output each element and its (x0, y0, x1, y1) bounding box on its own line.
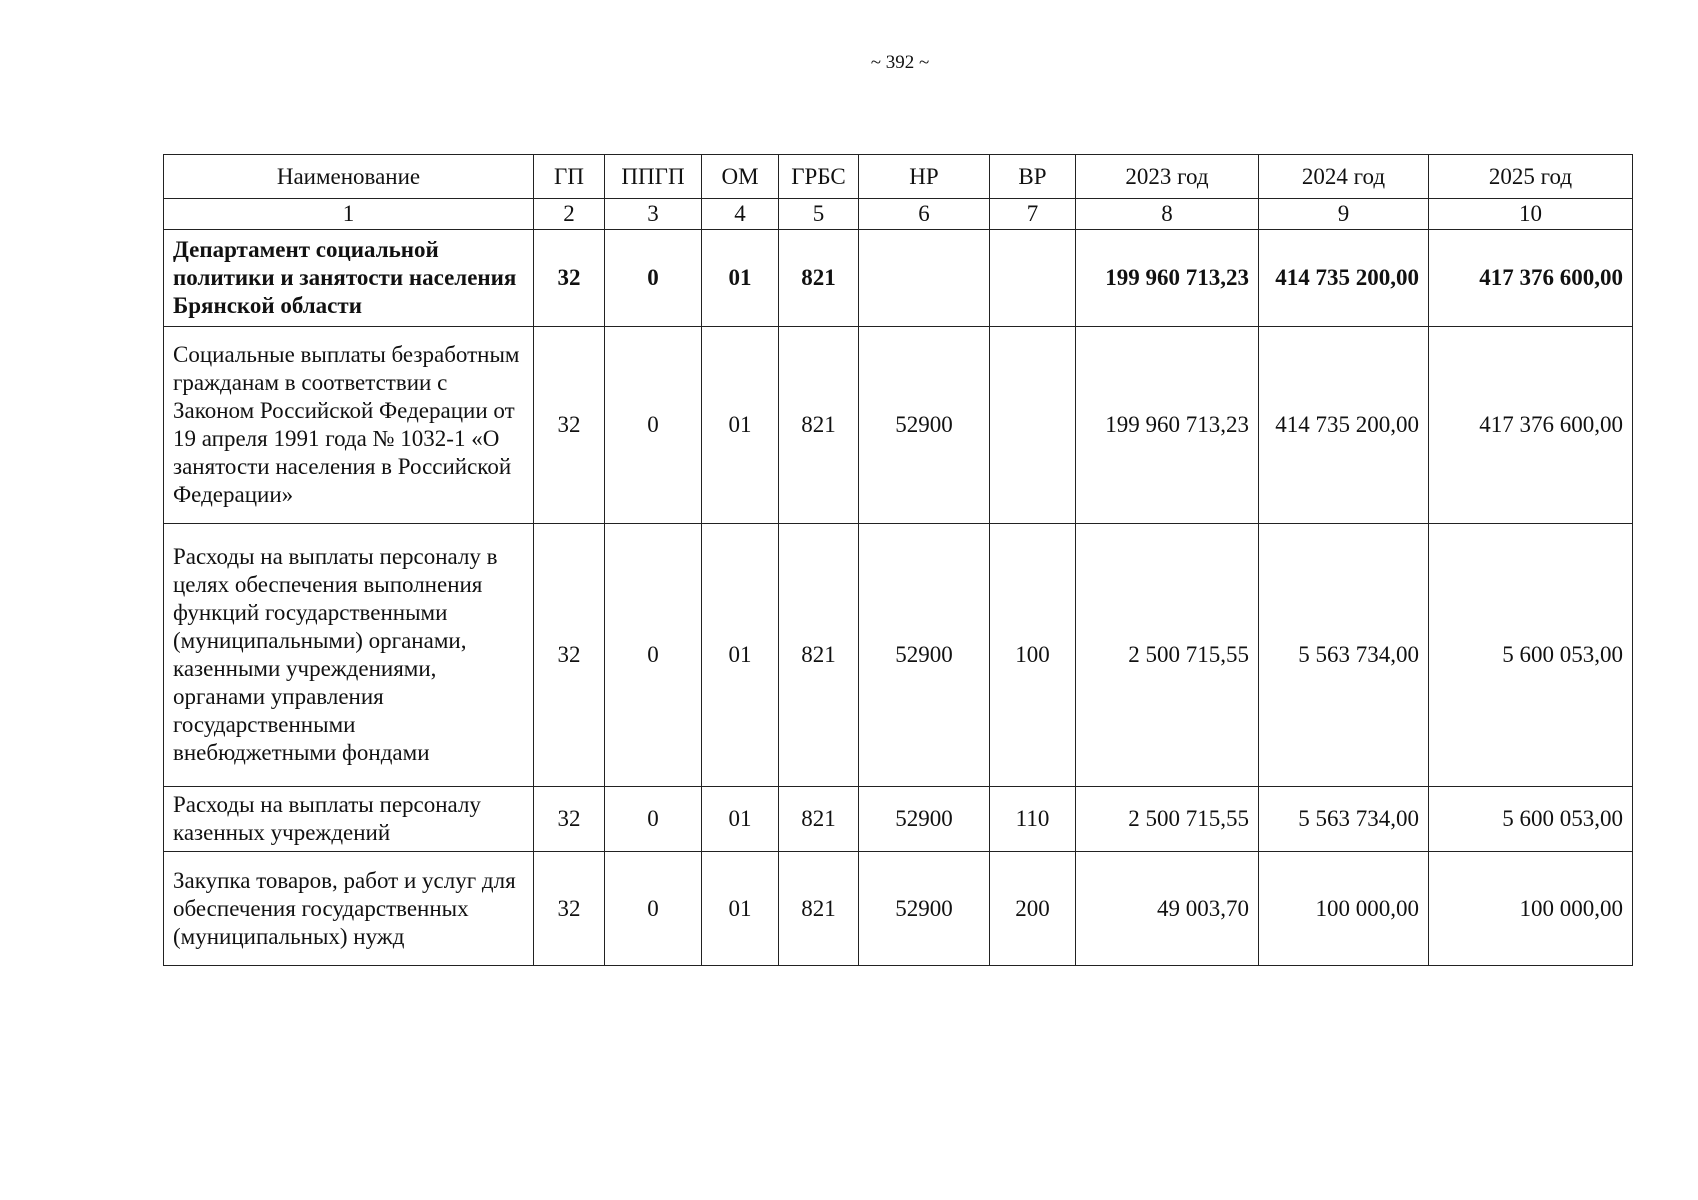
header-name: Наименование (164, 155, 534, 199)
table-header-row (164, 155, 1633, 199)
column-number: 4 (702, 199, 779, 230)
row-gp: 32 (534, 524, 605, 787)
row-nr: 52900 (859, 787, 990, 852)
row-amount-2024: 414 735 200,00 (1259, 230, 1429, 327)
row-ppgp: 0 (605, 230, 702, 327)
column-number: 9 (1259, 199, 1429, 230)
row-nr: 52900 (859, 327, 990, 524)
row-amount-2023: 2 500 715,55 (1076, 787, 1259, 852)
header-2024: 2024 год (1259, 155, 1429, 199)
row-gp: 32 (534, 327, 605, 524)
column-number: 10 (1429, 199, 1633, 230)
row-amount-2024: 414 735 200,00 (1259, 327, 1429, 524)
column-number: 5 (779, 199, 859, 230)
row-amount-2024: 5 563 734,00 (1259, 787, 1429, 852)
row-amount-2025: 5 600 053,00 (1429, 787, 1633, 852)
row-om: 01 (702, 524, 779, 787)
row-grbs: 821 (779, 230, 859, 327)
row-amount-2023: 199 960 713,23 (1076, 327, 1259, 524)
table-row-department (164, 230, 1633, 327)
row-name: Департамент социальной политики и занятости населения Брянской области (164, 230, 534, 327)
table-row-institution-personnel (164, 787, 1633, 852)
row-nr: 52900 (859, 524, 990, 787)
column-number: 1 (164, 199, 534, 230)
row-amount-2025: 417 376 600,00 (1429, 230, 1633, 327)
table-row-personnel-expenses (164, 524, 1633, 787)
row-name: Закупка товаров, работ и услуг для обеспечения государственных (муниципальных) нужд (164, 852, 534, 966)
column-number: 6 (859, 199, 990, 230)
header-nr: НР (859, 155, 990, 199)
header-vr: ВР (990, 155, 1076, 199)
column-number: 2 (534, 199, 605, 230)
row-amount-2024: 5 563 734,00 (1259, 524, 1429, 787)
header-ppgp: ППГП (605, 155, 702, 199)
row-vr (990, 230, 1076, 327)
row-vr: 200 (990, 852, 1076, 966)
row-om: 01 (702, 230, 779, 327)
header-gp: ГП (534, 155, 605, 199)
header-2025: 2025 год (1429, 155, 1633, 199)
header-grbs: ГРБС (779, 155, 859, 199)
budget-table (163, 154, 1633, 966)
column-number: 3 (605, 199, 702, 230)
row-amount-2025: 100 000,00 (1429, 852, 1633, 966)
row-nr: 52900 (859, 852, 990, 966)
row-gp: 32 (534, 787, 605, 852)
row-amount-2023: 199 960 713,23 (1076, 230, 1259, 327)
row-ppgp: 0 (605, 787, 702, 852)
page-number: ~ 392 ~ (870, 52, 930, 73)
column-number: 8 (1076, 199, 1259, 230)
row-ppgp: 0 (605, 852, 702, 966)
header-2023: 2023 год (1076, 155, 1259, 199)
row-grbs: 821 (779, 524, 859, 787)
row-ppgp: 0 (605, 327, 702, 524)
row-nr (859, 230, 990, 327)
row-om: 01 (702, 787, 779, 852)
table-row-procurement (164, 852, 1633, 966)
column-number-row (164, 199, 1633, 230)
row-amount-2024: 100 000,00 (1259, 852, 1429, 966)
row-grbs: 821 (779, 327, 859, 524)
row-vr: 110 (990, 787, 1076, 852)
row-grbs: 821 (779, 852, 859, 966)
table-row-social-payments (164, 327, 1633, 524)
row-amount-2025: 417 376 600,00 (1429, 327, 1633, 524)
row-om: 01 (702, 852, 779, 966)
header-om: ОМ (702, 155, 779, 199)
row-name: Расходы на выплаты персоналу в целях обеспечения выполнения функций государственными (муниципальными) органами, казенными учреждениями, органами управления государственными внебюджетными фондами (164, 524, 534, 787)
row-vr (990, 327, 1076, 524)
row-gp: 32 (534, 852, 605, 966)
row-grbs: 821 (779, 787, 859, 852)
row-gp: 32 (534, 230, 605, 327)
row-vr: 100 (990, 524, 1076, 787)
row-om: 01 (702, 327, 779, 524)
row-name: Расходы на выплаты персоналу казенных учреждений (164, 787, 534, 852)
row-ppgp: 0 (605, 524, 702, 787)
row-name: Социальные выплаты безработным гражданам в соответствии с Законом Российской Федерации от 19 апреля 1991 года № 1032-1 «О занятости населения в Российской Федерации» (164, 327, 534, 524)
row-amount-2023: 2 500 715,55 (1076, 524, 1259, 787)
row-amount-2023: 49 003,70 (1076, 852, 1259, 966)
row-amount-2025: 5 600 053,00 (1429, 524, 1633, 787)
column-number: 7 (990, 199, 1076, 230)
